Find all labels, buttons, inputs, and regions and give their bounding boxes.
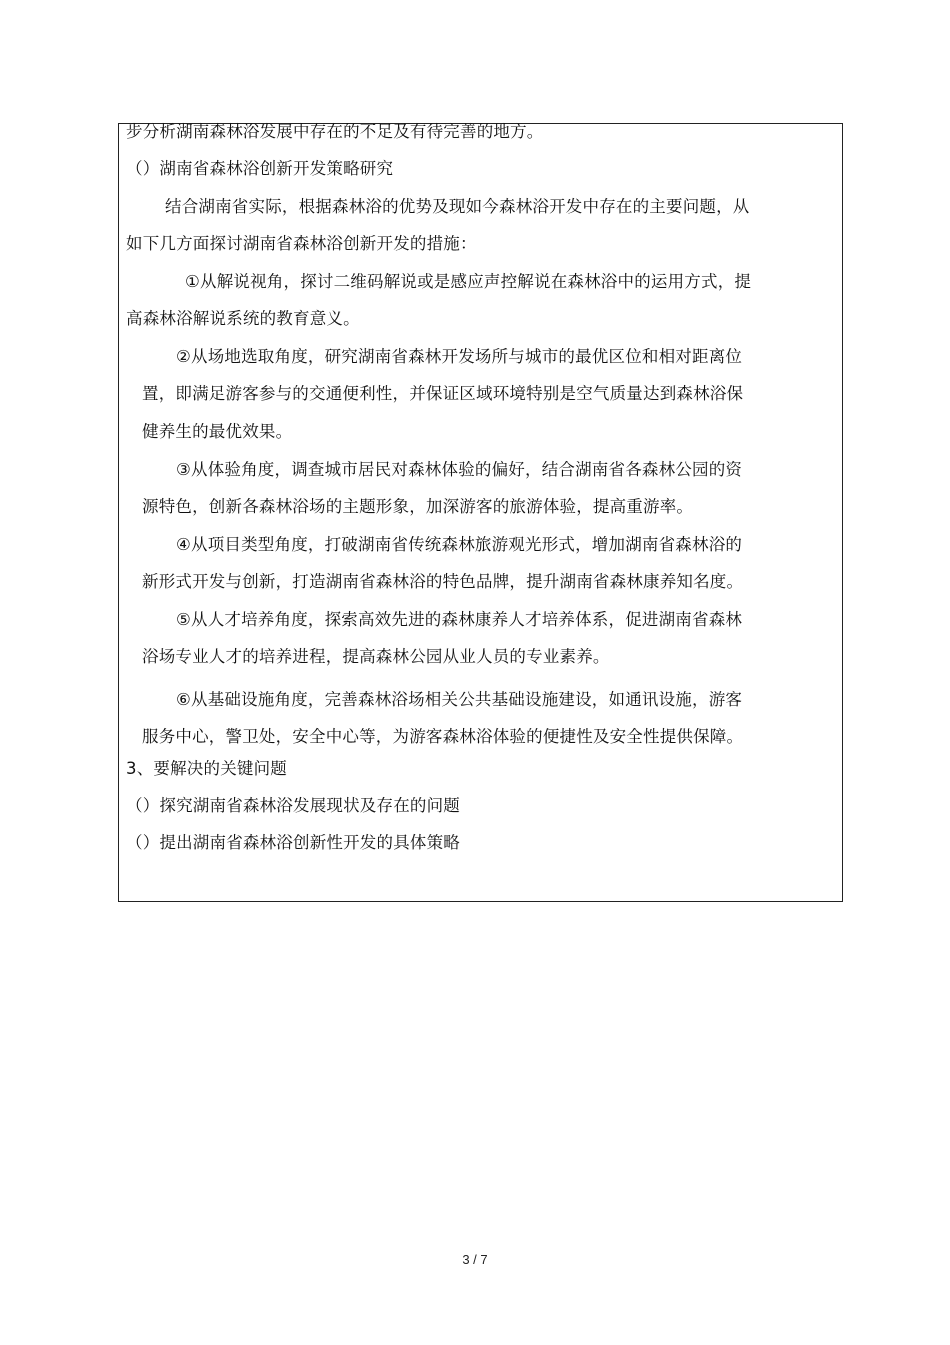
paragraph-line: 结合湖南省实际，根据森林浴的优势及现如今森林浴开发中存在的主要问题，从 xyxy=(165,197,750,216)
paragraph-line: 服务中心，警卫处，安全中心等，为游客森林浴体验的便捷性及安全性提供保障。 xyxy=(142,727,744,746)
paragraph-line: 如下几方面探讨湖南省森林浴创新开发的措施： xyxy=(126,234,477,253)
key-problem-item: （）探究湖南省森林浴发展现状及存在的问题 xyxy=(126,796,460,815)
measure-item-6: ⑥从基础设施角度，完善森林浴场相关公共基础设施建设，如通讯设施，游客 xyxy=(176,690,743,709)
paragraph-line: 步分析湖南森林浴发展中存在的不足及有待完善的地方。 xyxy=(126,122,544,141)
paragraph-line: 健养生的最优效果。 xyxy=(142,422,293,441)
page-number: 3 / 7 xyxy=(462,1252,488,1267)
paragraph-line: 新形式开发与创新，打造湖南省森林浴的特色品牌，提升湖南省森林康养知名度。 xyxy=(142,572,744,591)
section-heading: （）湖南省森林浴创新开发策略研究 xyxy=(126,159,394,178)
paragraph-line: 置，即满足游客参与的交通便利性，并保证区域环境特别是空气质量达到森林浴保 xyxy=(142,384,744,403)
key-problem-item: （）提出湖南省森林浴创新性开发的具体策略 xyxy=(126,833,460,852)
paragraph-line: 高森林浴解说系统的教育意义。 xyxy=(126,309,360,328)
measure-item-1: ①从解说视角，探讨二维码解说或是感应声控解说在森林浴中的运用方式，提 xyxy=(185,272,752,291)
measure-item-3: ③从体验角度，调查城市居民对森林体验的偏好，结合湖南省各森林公园的资 xyxy=(176,460,743,479)
measure-item-5: ⑤从人才培养角度，探索高效先进的森林康养人才培养体系，促进湖南省森林 xyxy=(176,610,743,629)
paragraph-line: 浴场专业人才的培养进程，提高森林公园从业人员的专业素养。 xyxy=(142,647,610,666)
section-heading: 3、要解决的关键问题 xyxy=(126,759,287,778)
measure-item-2: ②从场地选取角度，研究湖南省森林开发场所与城市的最优区位和相对距离位 xyxy=(176,347,743,366)
paragraph-line: 源特色，创新各森林浴场的主题形象，加深游客的旅游体验，提高重游率。 xyxy=(142,497,694,516)
measure-item-4: ④从项目类型角度，打破湖南省传统森林旅游观光形式，增加湖南省森林浴的 xyxy=(176,535,743,554)
